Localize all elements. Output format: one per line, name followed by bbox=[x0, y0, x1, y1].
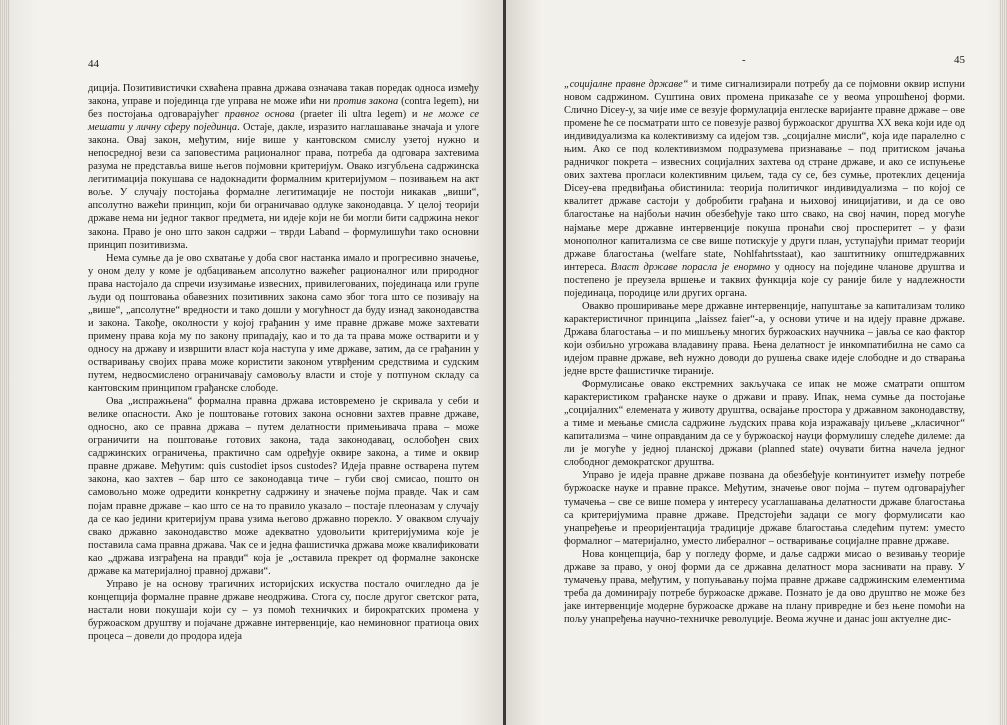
paragraph bbox=[564, 78, 965, 300]
text-run: диција. Позитивистички схваћена правна држава означава такав поредак односа између закона, управе и појединца где управа не може ићи ни bbox=[88, 83, 479, 108]
text-run: Нова концепција, бар у погледу форме, и даље садржи мисао о везивању теорије државе за право, у оној форми да се државна делатност мора заснивати на праву. У тумачењу права, међутим, у попуњавању појма правне државе садржинским елементима треба да доминирају потребе буржоаске државе. Познато је да ово друштво не може без јаке интервенције модерне буржоаске државе на плану привредне и без њене помоћи на пољу унапређења научно-техничке револуције. Веома жучне и данас још актуелне дис- bbox=[564, 548, 965, 625]
paragraph bbox=[88, 395, 479, 578]
text-run: Управо је на основу трагичних историјских искуства постало очигледно да је концепција формалне правне државе неодржива. Стога су, после другог светског рата, настали нови покушаји који су – уз помоћ техничких и бирократских промена у буржоаском друштву и појачане државне интервенције, као неминовног пратиоца ових процеса – довели до продора идеја bbox=[88, 578, 479, 642]
paragraph bbox=[564, 378, 965, 469]
text-run: Нема сумње да је ово схватање у доба свог настанка имало и прогресивно значење, у оном делу у коме је одбацивањем апсолутно важећег рационалног или природног права настојало да спречи изузимање извесних, привилегованих, појединаца или групе људи од поштовања обавезних позитивних закона само због тога што се позивају на „више“, „апсолутне“ вредности и тако дошли у могућност да буду изнад законодавства и закона. Такође, околности у којој грађанин у име правне државе може захтевати примену права која му по закону припадају, као и то да та права може остварити и у односу на државу и извршити власт која наступа у име државе, затим, да се грађанин у остваривању својих права може користити законом утврђеним средствима и судским путем, недвосмислено ограничавају самовољу власти и стоје у потпуном складу са кантовским принципом грађанске слободе. bbox=[88, 252, 479, 395]
paragraph bbox=[88, 252, 479, 396]
italic-phrase: правног основа bbox=[224, 109, 295, 121]
text-run: Овакво проширивање мере државне интервенције, напуштање за капитализам толико карактеристичног принципа „laissez faier“-а, у основи утиче и на идеју правне државе. Држава благостања – и по мишљењу многих буржоаских научника – јавља се као фактор који озбиљно угрожава владавину права. Њена делатност је инкомпатибилна не само са идејом правне државе, већ нужно доводи до рушења сваке идеје слободне и до стварања једне врсте фашистичке тираније. bbox=[564, 300, 965, 378]
text-run: Управо је идеја правне државе позвана да обезбеђује континуитет између потребе буржоаске науке и правне праксе. Међутим, значење овог појма – путем одговарајућег тумачења – све се више помера у интересу усаглашавања делатности државе благостања са критеријумима правне државе. Предстојећи задаци се могу формулисати као унапређење и преоријентација традиције државе благостања следећим путем: уместо формалног – материјално, уместо либералног – остваривање социјалне правне државе. bbox=[564, 470, 965, 547]
paragraph bbox=[564, 548, 965, 626]
right-page bbox=[506, 0, 1007, 725]
paragraph bbox=[88, 82, 479, 252]
right-page-number: 45 bbox=[954, 54, 965, 66]
text-run: и тиме сигнализирали потребу да се појмовни оквир испуни новом садржином. Суштина ових промена приказаће се у веома упрошћеној форми. Слично Dicey-у, за чије име се везује формулација енглеске варијанте правне државе – ове промене ће се посматрати што се повезује развој буржоаског друштва XX века који иде од индивидуализма ка колективизму са идејом тзв. „социјалне мисли“, која иде паралелно с њим. Ако се под колективизмом подразумева признавање – под притиском јачања радничког покрета – извесних социјалних захтева од стране државе, и ако се испуњење ових захтева прогласи колективним циљем, тада су се, без сумње, протеклих деценија Dicey-ева предвиђања обистинила: теорија политичког индивидуализма – по којој се квалитет државе састоји у добробити грађана и њиховој иницијативи, и да се ово благостање на најбољи начин обезбеђује тако што свако, на свој начин, поред могуће најмање мере државне интервенције покуша пронаћи свој просперитет – у фази монополног капитализма се све више потискује у други план, уступајући примат теорији државе благостања (welfare state, Nohlfahrtsstaat), као заштитнику општедржавних интереса. bbox=[564, 79, 965, 273]
paragraph bbox=[564, 300, 965, 378]
text-run: (contra legem), ни без постојања одговарајућег bbox=[88, 96, 479, 121]
text-run: Ова „испражњена“ формална правна држава истовремено је скривала у себи и велике опасности. Ако је поштовање готових закона основни захтев правне државе, односно, ако се правна држава – путем делатности примењивача права – може ограничити на поштовање готових закона, тада законодавац, ослобођен свих садржинских ограничења, практично сам одређује оквире закона, а тиме и оквир правне државе. Међутим: quis custodiet ipsos custodes? Идеја правне остварена путем закона, као захтев – бар што се законодавца тиче – губи свој смисао, пошто он самовољно може одредити конкретну садржину и значење појма правде. Чак и сам појам правне државе – као што се на то правило указало – постаје плеоназам у случају да се као једини критеријум права узима његово државно порекло. У оваквом случају свако државно законодавство може адекватно удовољити критеријумима које је поставила сама правна држава. Чак се и једна фашистичка држава може квалификовати као „држава изграђена на правди“ која је „оставила прекрет од формалне законске државе ка материјалној правној држави“. bbox=[88, 396, 479, 577]
italic-phrase: против закона bbox=[333, 96, 399, 108]
left-page bbox=[0, 0, 503, 725]
paragraph bbox=[88, 578, 479, 643]
right-page-header bbox=[564, 54, 965, 66]
italic-phrase: „социјалне правне државе“ bbox=[564, 79, 689, 90]
text-run: . Остаје, дакле, изразито наглашавање значаја и улоге закона. Овај закон, међутим, није више у кантовском смислу узетој нужно и непосредној вези са заповестима рационалног права, потреба да одговара захтевима разума не представља више његов појмовни критеријум. Овако изгубљена садржинска легитимација покушава се надокнадити формалним критеријумом – позивањем на акт воље. У случају постојања формалне легитимације не постоји никакав „виши“, апсолутно важећи принцип, који би ограничавао одлуке законодавца. У целој теорији државе нема ни једног таквог предмета, ни идеје који не би могли бити садржина неког закона. Право је оно што закон садржи – тврди Laband – формулишући тако основни принцип позитивизма. bbox=[88, 122, 479, 251]
italic-phrase: Власт државе порасла је енормно bbox=[610, 261, 771, 273]
left-page-text bbox=[88, 82, 479, 643]
left-page-edge bbox=[0, 0, 10, 725]
left-page-number: 44 bbox=[88, 58, 99, 70]
text-run: Формулисање овако екстремних закључака се ипак не може сматрати општом карактеристиком грађанске науке о држави и праву. Ипак, нема сумње да постојање „социјалних“ елемената у животу друштва, освајање простора у државном законодавству, а тиме и мењање смисла садржине људских права која изражавају циљеве „класичног“ капитализма – чине оправданим да се у буржоаској науци формулишу следеће дилеме: да ли је могуће у једној планској држави (planned state) очувати битна начела једног слободног демократског друштва. bbox=[564, 379, 965, 469]
header-dash: - bbox=[742, 54, 746, 66]
right-page-text bbox=[564, 78, 965, 626]
paragraph bbox=[564, 469, 965, 547]
text-run: у односу на поједине чланове друштва и постепено је преузела вршење и таквих функција које су раније биле у надлежности појединаца, породице или других органа. bbox=[564, 261, 965, 299]
text-run: (praeter ili ultra legem) и bbox=[294, 109, 424, 121]
italic-phrase: не може се мешати у личну сферу појединца bbox=[88, 109, 480, 134]
right-page-edge bbox=[999, 0, 1007, 725]
